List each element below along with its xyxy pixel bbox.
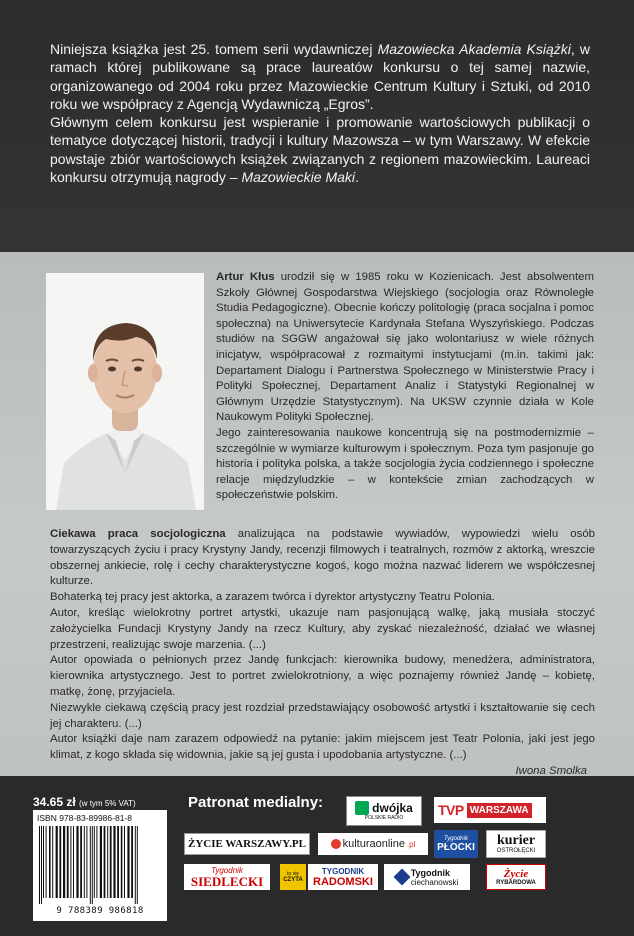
barcode-bar <box>137 826 138 904</box>
book-description <box>50 527 595 780</box>
desc-paragraph-1 <box>50 527 595 590</box>
barcode-bar <box>107 826 108 898</box>
intro-paragraph-2 <box>50 113 590 186</box>
bio-paragraph-1 <box>216 270 594 426</box>
ciech-top: Tygodnik <box>410 867 451 878</box>
desc-paragraph-5: Niezwykle ciekawą częścią pracy jest rozdział przedstawiający osobowość artystki i kształtowanie się cech jej charakteru. (...) <box>50 701 595 730</box>
desc-paragraph-3: Autor, kreśląc wielokrotny portret artystki, ukazuje nam pasjonującą walkę, jaką musiała stoczyć założycielka Fundacji Krystyny Jandy na rzecz Kultury, aby zyskać niezależność, działać we własnej przestrzeni, realizując swoje marzenia. (...) <box>50 606 595 651</box>
desc-paragraph-4: Autor opowiada o pełnionych przez Jandę funkcjach: kierownika budowy, menedżera, administratora, kierownika artystycznego. Jest to portret zwielokrotniony, a więc poznajemy również Jandę – kobietę, matkę, żonę, przyjaciela. <box>50 654 595 698</box>
radomski-text: RADOMSKI <box>313 875 373 888</box>
to-czyta-a: to się <box>287 871 299 877</box>
barcode-bar <box>76 826 78 898</box>
barcode-bar <box>104 826 106 898</box>
intro-paragraph-1 <box>50 40 590 113</box>
bio-paragraph-2: Jego zainteresowania naukowe koncentrują się na postmodernizmie – szczególnie w wymiarze kulturowym i społecznym. Poza tym pasjonuje go historia i polityka polska, a także socjologia życia codziennego i społeczne relacje międzyludzkie – w kontekście zmian zachodzących w społeczeństwie polskim. <box>216 426 594 502</box>
kurier-ostrolecki-logo <box>486 830 546 858</box>
isbn-barcode <box>33 810 167 921</box>
plocki-top: Tygodnik <box>444 835 468 842</box>
barcode-bar <box>67 826 69 898</box>
intro-text: Głównym celem konkursu jest wspieranie i promowanie wartościowych publikacji o tematyce dotyczącej historii, tradycji i kultury Mazowsza – w tym Warszawy. W efekcie powstaje zbiór wartościowych książek związanych z regionem mazowieckim. Laureaci konkursu otrzymują nagrody – <box>50 114 590 186</box>
barcode-bar <box>80 826 82 898</box>
tygodnik-ciechanowski-logo <box>384 864 470 890</box>
tvp-text: TVP <box>438 802 464 818</box>
zycie-pow-text: Życie <box>503 867 529 880</box>
desc-text: analizująca na podstawie wywiadów, wypowiedzi wielu osób towarzyszących życiu i pracy Krystyny Jandy, recenzji filmowych i teatralnych, rozmów z aktorką, wreszcie obszernej ankiecie, rolę i cechy charakterystyczne kogoś, kogo można nazwać liderem we współczesnej kulturze. <box>50 528 596 588</box>
barcode-bar <box>96 826 97 898</box>
award-name: Mazowieckie Maki <box>241 169 356 186</box>
barcode-bar <box>86 826 87 898</box>
barcode-bar <box>117 826 119 898</box>
author-photo <box>46 273 204 510</box>
to-sie-czyta-logo <box>280 864 306 890</box>
kultura-text: kulturaonline <box>342 838 405 850</box>
warszawa-text: WARSZAWA <box>467 803 532 818</box>
dwojka-text: dwójka <box>372 801 413 815</box>
barcode-bar <box>43 826 44 898</box>
to-czyta-b: CZYTA <box>283 877 303 883</box>
barcode-bar <box>70 826 71 898</box>
isbn-number: ISBN 978-83-89986-81-8 <box>37 813 132 823</box>
series-name: Mazowiecka Akademia Książki <box>377 41 571 57</box>
desc-paragraph-2: Bohaterką tej pracy jest aktorka, a zarazem twórca i dyrektor artystyczny Teatru Polonia. <box>50 591 495 604</box>
kultura-tld: .pl <box>406 839 416 849</box>
barcode-bar <box>113 826 115 898</box>
kultura-icon <box>331 839 341 849</box>
intro-text: . <box>355 169 359 186</box>
dwojka-sub: POLSKIE RADIO <box>364 815 404 821</box>
bio-text: urodził się w 1985 roku w Kozienicach. Jest absolwentem Szkoły Głównej Gospodarstwa Wiejskiego (socjologia oraz Równoległe Studia Pedagogiczne). Obecnie kończy politologię (praca socjalna i pomoc społeczna) na Uniwersytecie Kardynała Stefana Wyszyńskiego. Podczas studiów na SGGW angażował się jako wolontariusz w wiele różnych inicjatyw, współpracował z rozmaitymi instytucjami (m.in. takimi jak: Departament Dialogu i Partnerstwa Społecznego w Ministerstwie Pracy i Polityki Społecznej, Departament Analiz i Statystyki Regionalnej w Głównym Urzędzie Statystycznym). Na UKSW czynnie działa w Kole Naukowym Polityki Społecznej. <box>216 271 594 424</box>
review-signature: Iwona Smolka <box>515 764 587 777</box>
siedlecki-top: Tygodnik <box>211 865 243 875</box>
zycie-text: ŻYCIE WARSZAWY.PL <box>188 838 306 850</box>
media-patronage-title: Patronat medialny: <box>188 794 324 811</box>
barcode-bar <box>73 826 74 898</box>
barcode-bar <box>131 826 133 898</box>
barcode-bar <box>84 826 85 898</box>
barcode-icon <box>37 826 163 904</box>
kulturaonline-logo <box>318 833 428 855</box>
barcode-bar <box>41 826 42 904</box>
ciech-icon <box>393 869 410 886</box>
siedlecki-text: SIEDLECKI <box>190 873 264 889</box>
radomski-top: TYGODNIK <box>321 866 365 876</box>
barcode-bar <box>52 826 53 898</box>
price-value: 34.65 zł <box>33 795 76 809</box>
barcode-bar <box>63 826 65 898</box>
series-intro <box>50 40 590 186</box>
barcode-bar <box>56 826 58 898</box>
tygodnik-radomski-logo <box>308 864 378 890</box>
barcode-bar <box>121 826 123 898</box>
kurier-sub: OSTROŁĘCKI <box>496 848 536 854</box>
price-vat: (w tym 5% VAT) <box>79 799 136 808</box>
ciech-text: ciechanowski <box>410 877 459 887</box>
barcode-digits: 9 788389 986818 <box>56 906 144 916</box>
tvp-warszawa-logo <box>434 797 546 823</box>
barcode-bar <box>94 826 95 898</box>
barcode-bar <box>127 826 129 898</box>
zycie-powiatu-logo <box>486 864 546 890</box>
intro-text: Niniejsza książka jest 25. tomem serii wydawniczej <box>50 41 378 57</box>
zycie-warszawy-logo <box>184 833 310 855</box>
barcode-bar <box>49 826 51 898</box>
kurier-text: kurier <box>496 833 536 848</box>
barcode-bar <box>59 826 61 898</box>
author-name: Artur Kłus <box>216 271 275 283</box>
zycie-pow-sub: RYBARDOWA <box>496 879 536 886</box>
tygodnik-siedlecki-logo <box>184 864 270 890</box>
dwojka-icon <box>355 801 369 815</box>
plocki-text: PŁOCKI <box>437 841 475 853</box>
barcode-bar <box>90 826 91 904</box>
desc-paragraph-6: Autor książki daje nam zarazem odpowiedź na pytanie: jakim miejscem jest Teatr Polonia, jaki jest jego klimat, z kogo składa się widownia, jakie są jej gusta i upodobania artystyczne. (...) <box>50 733 595 762</box>
barcode-bar <box>100 826 102 898</box>
barcode-bar <box>92 826 93 904</box>
price <box>33 795 136 809</box>
author-bio <box>216 270 594 504</box>
barcode-bar <box>135 826 136 904</box>
barcode-bar <box>46 826 47 898</box>
intro-text: , w ramach której publikowane są prace laureatów konkursu o tej samej nazwie, organizowanego od 2004 roku przez Mazowieckie Centrum Kultury i Sztuki, od 2010 roku we współpracy z Agencją Wydawniczą „Egros”. <box>50 41 591 112</box>
dwojka-logo <box>346 796 422 826</box>
barcode-bar <box>124 826 125 898</box>
desc-lead: Ciekawa praca socjologiczna <box>50 528 226 540</box>
tygodnik-plocki-logo <box>434 830 478 858</box>
barcode-bar <box>110 826 112 898</box>
barcode-bar <box>39 826 40 904</box>
